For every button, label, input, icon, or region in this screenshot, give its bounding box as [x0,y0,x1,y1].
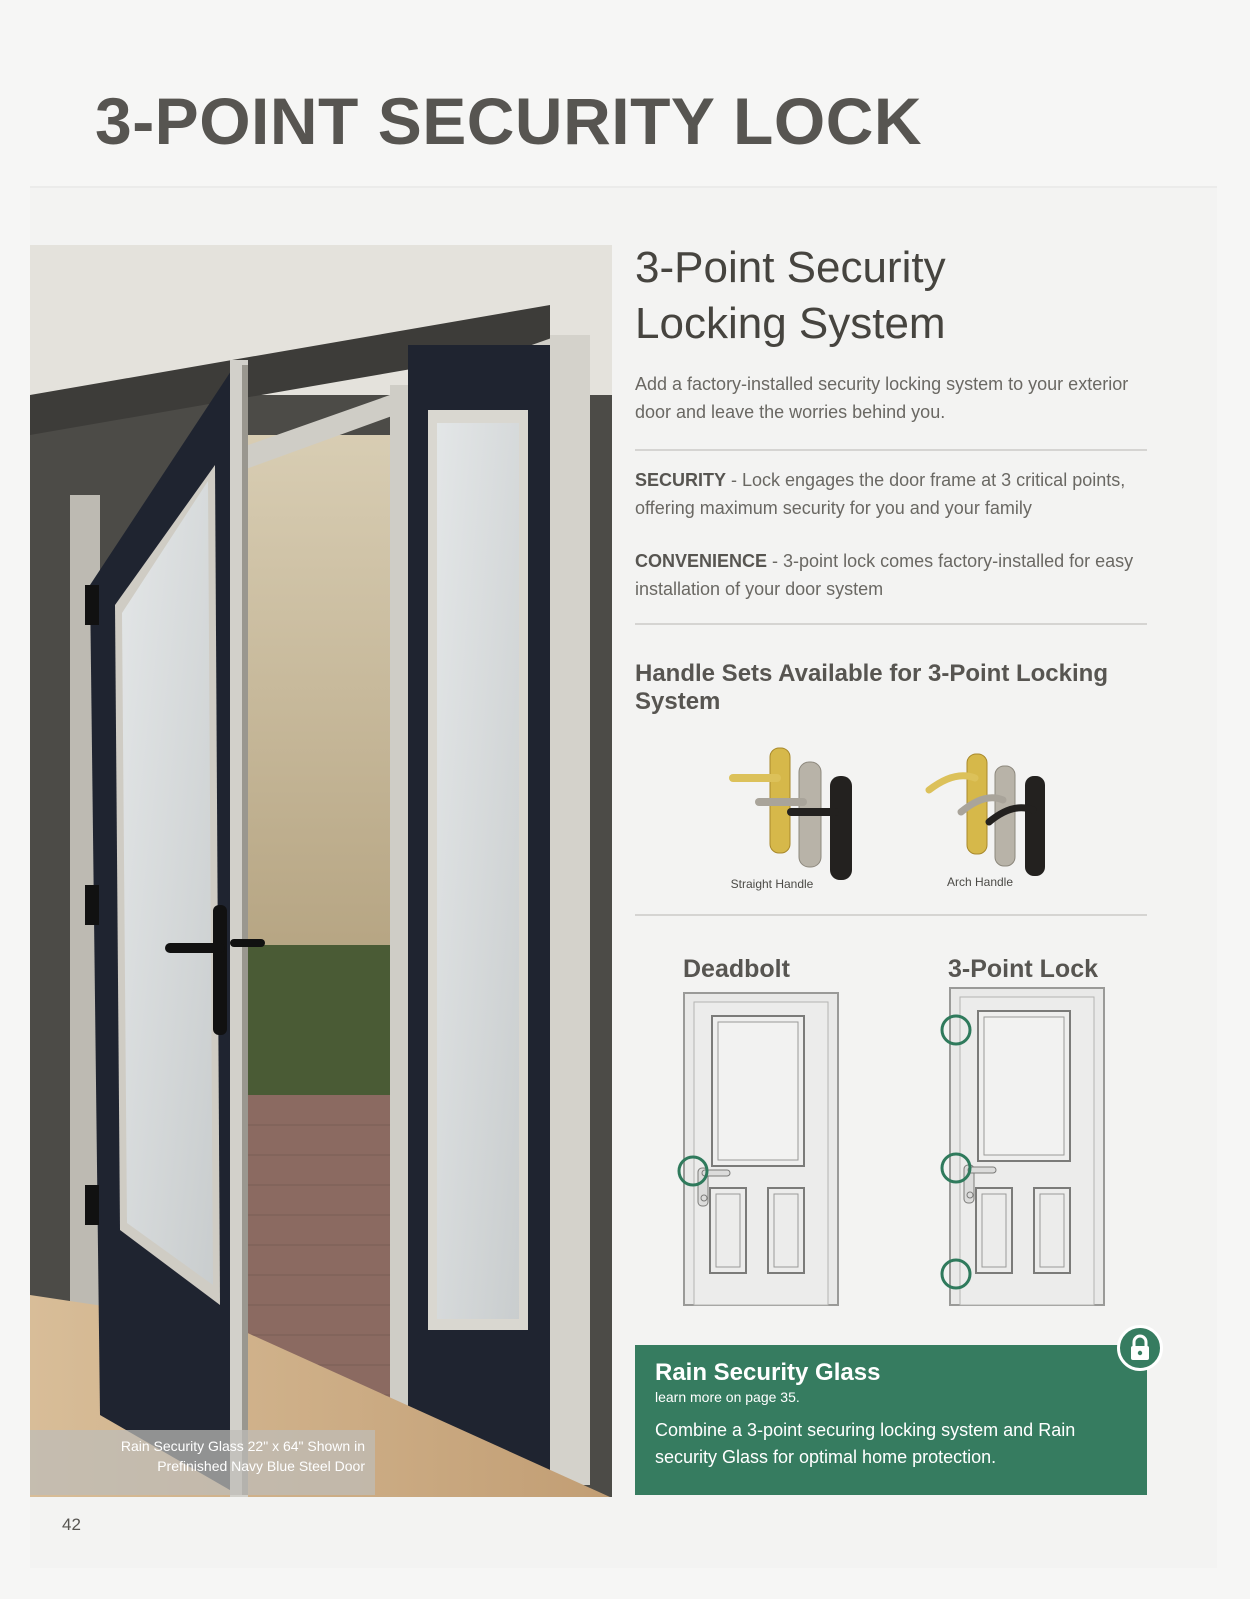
feature-security [635,466,1140,522]
feature-convenience [635,547,1140,603]
door-photo [30,245,612,1497]
rain-glass-callout [635,1345,1147,1495]
three-point-lock-label: 3-Point Lock [948,955,1099,983]
photo-caption-line-2: Prefinished Navy Blue Steel Door [157,1458,365,1474]
deadbolt-door-diagram [672,990,842,1315]
straight-handle-caption: Straight Handle [730,877,814,891]
arch-handle-image [925,750,1055,880]
lock-icon [1117,1325,1163,1371]
photo-caption [30,1430,375,1495]
feature-convenience-text: - 3-point lock comes factory-installed for easy installation of your door system [635,551,1134,599]
section-heading [635,240,1150,352]
callout-title: Rain Security Glass [655,1359,881,1386]
page-number: 42 [62,1515,81,1534]
divider [635,449,1147,451]
feature-security-text: - Lock engages the door frame at 3 critical points, offering maximum security for you and your family [635,470,1126,518]
divider [635,914,1147,916]
section-heading-line-1: 3-Point Security [635,243,946,292]
handles-heading: Handle Sets Available for 3-Point Locking System [635,660,1108,715]
divider [635,623,1147,625]
callout-subtitle: learn more on page 35. [655,1389,800,1405]
straight-handle-image [725,740,865,880]
callout-body: Combine a 3-point securing locking system and Rain security Glass for optimal home protection. [655,1420,1076,1467]
section-heading-line-2: Locking System [635,299,946,348]
feature-security-label: SECURITY [635,470,727,490]
deadbolt-label: Deadbolt [683,955,790,983]
photo-caption-line-1: Rain Security Glass 22" x 64" Shown in [120,1438,365,1454]
arch-handle-caption: Arch Handle [946,875,1014,889]
three-point-door-diagram [938,985,1108,1315]
feature-convenience-label: CONVENIENCE [635,551,768,571]
intro-text: Add a factory-installed security locking system to your exterior door and leave the worries behind you. [635,374,1129,422]
page-title: 3-POINT SECURITY LOCK [95,84,923,158]
